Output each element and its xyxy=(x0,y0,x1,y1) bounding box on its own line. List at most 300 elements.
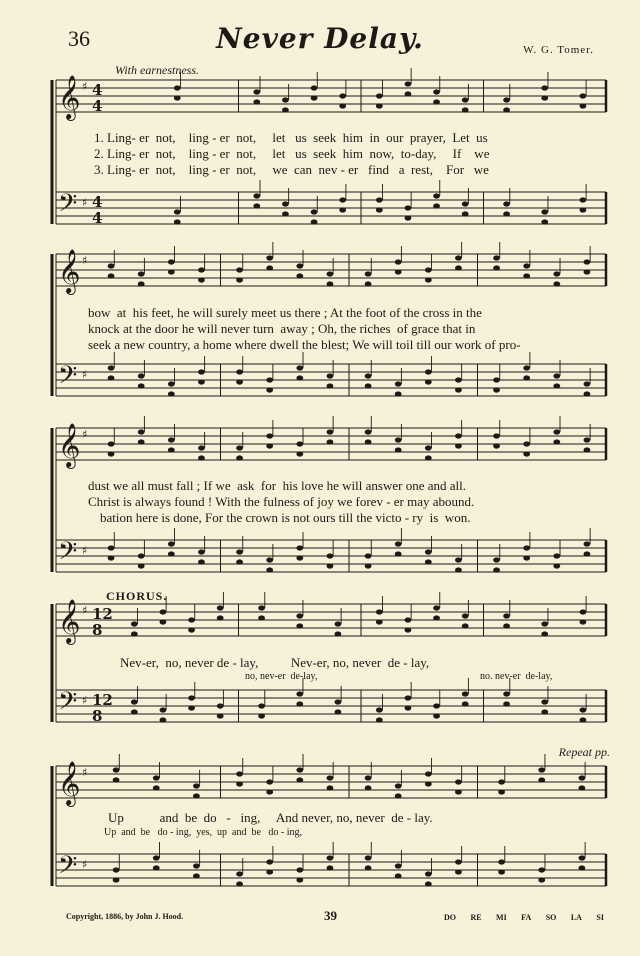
verse-2-line-3: Christ is always found ! With the fulness of joy we forev - er may abound. xyxy=(88,494,475,509)
note-head xyxy=(580,103,587,108)
note-head xyxy=(580,609,587,614)
note-head xyxy=(198,455,205,460)
note-head xyxy=(462,691,469,696)
note-head xyxy=(198,267,205,272)
note-head xyxy=(168,541,175,546)
note-head xyxy=(335,621,342,626)
note-head xyxy=(153,775,160,780)
note-head xyxy=(462,201,469,206)
note-head xyxy=(236,379,243,384)
note-head xyxy=(455,869,462,874)
note-head xyxy=(138,429,145,434)
note-head xyxy=(395,259,402,264)
note-head xyxy=(217,713,224,718)
note-head xyxy=(584,259,591,264)
note-head xyxy=(108,365,115,370)
note-head xyxy=(493,255,500,260)
note-head xyxy=(376,207,383,212)
note-head xyxy=(236,445,243,450)
note-head xyxy=(433,615,440,620)
note-head xyxy=(138,373,145,378)
chorus-bass-lyric-1: no, nev-er de-lay, xyxy=(245,671,318,682)
treble-clef: 𝄞 xyxy=(58,249,81,293)
note-head xyxy=(282,97,289,102)
verse-2-line-1: 2. Ling- er not, ling - er not, let us seek him now, to-day, If we xyxy=(94,146,490,161)
note-head xyxy=(523,375,530,380)
note-head xyxy=(327,563,334,568)
note-head xyxy=(376,103,383,108)
note-head xyxy=(296,263,303,268)
note-head xyxy=(258,615,265,620)
note-head xyxy=(365,439,372,444)
note-head xyxy=(266,859,273,864)
note-head xyxy=(395,541,402,546)
note-head xyxy=(365,865,372,870)
note-head xyxy=(405,617,412,622)
note-head xyxy=(395,437,402,442)
verse-3-line-1: 3. Ling- er not, ling - er not, we can nev - er find a rest, For we xyxy=(94,162,489,177)
composer: W. G. Tomer. xyxy=(523,44,594,56)
note-head xyxy=(131,709,138,714)
key-signature-sharp: ♯ xyxy=(82,428,88,441)
note-head xyxy=(579,865,586,870)
page-number: 36 xyxy=(68,26,90,51)
note-head xyxy=(433,713,440,718)
note-head xyxy=(541,85,548,90)
chorus-label: CHORUS. xyxy=(106,589,168,603)
note-head xyxy=(493,567,500,572)
note-head xyxy=(266,433,273,438)
note-head xyxy=(395,391,402,396)
note-head xyxy=(395,863,402,868)
footer-page-number: 39 xyxy=(324,908,337,923)
note-head xyxy=(198,559,205,564)
note-head xyxy=(108,273,115,278)
note-head xyxy=(425,559,432,564)
note-head xyxy=(462,211,469,216)
note-head xyxy=(580,619,587,624)
note-head xyxy=(160,609,167,614)
note-head xyxy=(541,631,548,636)
note-head xyxy=(138,383,145,388)
note-head xyxy=(327,775,334,780)
bass-clef: 𝄢 xyxy=(58,851,78,886)
key-signature-sharp: ♯ xyxy=(82,604,88,617)
treble-clef: 𝄞 xyxy=(58,761,81,805)
note-head xyxy=(462,701,469,706)
note-head xyxy=(579,775,586,780)
solfa-legend xyxy=(444,913,604,922)
time-signature: 4 xyxy=(92,97,103,115)
note-head xyxy=(327,383,334,388)
note-head xyxy=(168,391,175,396)
note-head xyxy=(296,867,303,872)
note-head xyxy=(266,567,273,572)
solfa-syllable: MI xyxy=(496,913,507,922)
note-head xyxy=(523,263,530,268)
note-head xyxy=(198,369,205,374)
note-head xyxy=(266,779,273,784)
note-head xyxy=(523,365,530,370)
note-head xyxy=(113,867,120,872)
note-head xyxy=(523,441,530,446)
note-head xyxy=(188,705,195,710)
note-head xyxy=(493,377,500,382)
note-head xyxy=(138,271,145,276)
note-head xyxy=(580,707,587,712)
note-head xyxy=(553,563,560,568)
note-head xyxy=(296,273,303,278)
solfa-syllable: RE xyxy=(470,913,482,922)
note-head xyxy=(188,627,195,632)
note-head xyxy=(538,877,545,882)
note-head xyxy=(462,613,469,618)
note-head xyxy=(296,545,303,550)
note-head xyxy=(327,373,334,378)
note-head xyxy=(365,563,372,568)
note-head xyxy=(296,451,303,456)
note-head xyxy=(108,451,115,456)
note-head xyxy=(296,691,303,696)
note-head xyxy=(160,707,167,712)
note-head xyxy=(198,445,205,450)
note-head xyxy=(425,445,432,450)
key-signature-sharp: ♯ xyxy=(82,80,88,93)
note-head xyxy=(108,263,115,268)
note-head xyxy=(405,695,412,700)
note-head xyxy=(253,193,260,198)
note-head xyxy=(553,271,560,276)
note-head xyxy=(425,549,432,554)
note-head xyxy=(266,789,273,794)
note-head xyxy=(498,789,505,794)
note-head xyxy=(405,215,412,220)
note-head xyxy=(311,85,318,90)
hymn-title: Never Delay. xyxy=(216,22,424,55)
verse-3-line-2: seek a new country, a home where dwell the blest; We will toil till our work of pro- xyxy=(88,337,521,352)
note-head xyxy=(579,785,586,790)
bass-clef: 𝄢 xyxy=(58,189,78,224)
note-head xyxy=(405,205,412,210)
note-head xyxy=(113,767,120,772)
note-head xyxy=(335,631,342,636)
note-head xyxy=(553,383,560,388)
note-head xyxy=(327,271,334,276)
note-head xyxy=(168,269,175,274)
note-head xyxy=(108,375,115,380)
note-head xyxy=(258,703,265,708)
note-head xyxy=(395,447,402,452)
note-head xyxy=(266,557,273,562)
note-head xyxy=(523,555,530,560)
note-head xyxy=(236,771,243,776)
note-head xyxy=(217,703,224,708)
note-head xyxy=(455,255,462,260)
note-head xyxy=(236,559,243,564)
solfa-syllable: LA xyxy=(570,913,582,922)
note-head xyxy=(580,717,587,722)
note-head xyxy=(580,197,587,202)
note-head xyxy=(376,707,383,712)
note-head xyxy=(523,545,530,550)
note-head xyxy=(503,107,510,112)
note-head xyxy=(236,549,243,554)
verse-1-line-1: 1. Ling- er not, ling - er not, let us seek him in our prayer, Let us xyxy=(94,130,488,145)
note-head xyxy=(376,93,383,98)
note-head xyxy=(584,541,591,546)
treble-clef: 𝄞 xyxy=(58,599,81,643)
note-head xyxy=(168,259,175,264)
note-head xyxy=(327,281,334,286)
key-signature-sharp: ♯ xyxy=(82,858,88,871)
note-head xyxy=(198,549,205,554)
key-signature-sharp: ♯ xyxy=(82,766,88,779)
note-head xyxy=(131,699,138,704)
time-signature: 4 xyxy=(92,81,103,99)
verse-2-line-2: knock at the door he will never turn away ; Oh, the riches of grace that in xyxy=(88,321,476,336)
note-head xyxy=(376,609,383,614)
note-head xyxy=(580,93,587,98)
note-head xyxy=(131,621,138,626)
note-head xyxy=(168,447,175,452)
note-head xyxy=(188,695,195,700)
note-head xyxy=(327,553,334,558)
note-head xyxy=(193,863,200,868)
note-head xyxy=(493,557,500,562)
note-head xyxy=(296,441,303,446)
note-head xyxy=(193,793,200,798)
time-signature: 8 xyxy=(92,707,103,725)
bass-clef: 𝄢 xyxy=(58,537,78,572)
note-head xyxy=(541,209,548,214)
note-head xyxy=(365,553,372,558)
note-head xyxy=(311,95,318,100)
note-head xyxy=(425,379,432,384)
note-head xyxy=(538,767,545,772)
note-head xyxy=(462,623,469,628)
note-head xyxy=(580,207,587,212)
note-head xyxy=(236,267,243,272)
note-head xyxy=(433,99,440,104)
note-head xyxy=(327,439,334,444)
note-head xyxy=(433,89,440,94)
note-head xyxy=(365,855,372,860)
note-head xyxy=(327,865,334,870)
note-head xyxy=(236,277,243,282)
note-head xyxy=(236,369,243,374)
note-head xyxy=(503,613,510,618)
note-head xyxy=(282,201,289,206)
note-head xyxy=(174,95,181,100)
note-head xyxy=(395,381,402,386)
note-head xyxy=(455,859,462,864)
note-head xyxy=(455,567,462,572)
note-head xyxy=(266,387,273,392)
note-head xyxy=(455,387,462,392)
note-head xyxy=(538,777,545,782)
note-head xyxy=(365,271,372,276)
note-head xyxy=(174,209,181,214)
note-head xyxy=(138,553,145,558)
note-head xyxy=(258,605,265,610)
note-head xyxy=(296,777,303,782)
note-head xyxy=(425,871,432,876)
solfa-syllable: SO xyxy=(545,913,557,922)
note-head xyxy=(339,103,346,108)
note-head xyxy=(503,211,510,216)
note-head xyxy=(405,81,412,86)
note-head xyxy=(541,219,548,224)
note-head xyxy=(113,777,120,782)
note-head xyxy=(541,95,548,100)
note-head xyxy=(266,255,273,260)
note-head xyxy=(541,621,548,626)
note-head xyxy=(503,623,510,628)
time-signature: 12 xyxy=(92,691,113,709)
time-signature: 4 xyxy=(92,209,103,227)
note-head xyxy=(462,107,469,112)
bass-clef: 𝄢 xyxy=(58,687,78,722)
note-head xyxy=(296,375,303,380)
key-signature-sharp: ♯ xyxy=(82,544,88,557)
note-head xyxy=(365,383,372,388)
note-head xyxy=(455,433,462,438)
note-head xyxy=(541,699,548,704)
treble-clef: 𝄞 xyxy=(58,75,81,119)
key-signature-sharp: ♯ xyxy=(82,368,88,381)
note-head xyxy=(266,265,273,270)
note-head xyxy=(365,785,372,790)
note-head xyxy=(553,281,560,286)
note-head xyxy=(395,873,402,878)
chorus-lyric-1: Nev-er, no, never de - lay, Nev-er, no, never de - lay, xyxy=(120,655,430,670)
note-head xyxy=(198,379,205,384)
note-head xyxy=(282,107,289,112)
note-head xyxy=(217,605,224,610)
note-head xyxy=(405,91,412,96)
key-signature-sharp: ♯ xyxy=(82,694,88,707)
note-head xyxy=(376,717,383,722)
note-head xyxy=(405,705,412,710)
note-head xyxy=(236,455,243,460)
note-head xyxy=(503,701,510,706)
note-head xyxy=(405,627,412,632)
note-head xyxy=(108,545,115,550)
note-head xyxy=(503,201,510,206)
note-head xyxy=(108,555,115,560)
note-head xyxy=(425,455,432,460)
note-head xyxy=(493,265,500,270)
note-head xyxy=(498,869,505,874)
solfa-syllable: SI xyxy=(596,913,604,922)
note-head xyxy=(339,197,346,202)
note-head xyxy=(296,767,303,772)
note-head xyxy=(462,97,469,102)
key-signature-sharp: ♯ xyxy=(82,254,88,267)
note-head xyxy=(584,269,591,274)
time-signature: 4 xyxy=(92,193,103,211)
note-head xyxy=(433,193,440,198)
bass-clef: 𝄢 xyxy=(58,361,78,396)
key-signature-sharp: ♯ xyxy=(82,196,88,209)
note-head xyxy=(376,197,383,202)
note-head xyxy=(455,443,462,448)
repeat-marking: Repeat pp. xyxy=(558,745,610,759)
note-head xyxy=(584,437,591,442)
note-head xyxy=(339,207,346,212)
time-signature: 8 xyxy=(92,621,103,639)
note-head xyxy=(160,619,167,624)
note-head xyxy=(327,429,334,434)
treble-clef: 𝄞 xyxy=(58,423,81,467)
note-head xyxy=(498,779,505,784)
chorus-lyric-2: Up and be do - ing, And never, no, never de - lay. xyxy=(108,810,433,825)
note-head xyxy=(584,551,591,556)
note-head xyxy=(296,623,303,628)
note-head xyxy=(266,869,273,874)
note-head xyxy=(455,557,462,562)
note-head xyxy=(584,381,591,386)
note-head xyxy=(395,783,402,788)
note-head xyxy=(339,93,346,98)
note-head xyxy=(433,605,440,610)
note-head xyxy=(503,691,510,696)
note-head xyxy=(433,703,440,708)
note-head xyxy=(153,855,160,860)
copyright: Copyright, 1886, by John J. Hood. xyxy=(66,912,184,921)
note-head xyxy=(538,867,545,872)
note-head xyxy=(493,433,500,438)
note-head xyxy=(153,865,160,870)
note-head xyxy=(168,551,175,556)
note-head xyxy=(433,203,440,208)
note-head xyxy=(236,881,243,886)
note-head xyxy=(253,89,260,94)
note-head xyxy=(296,613,303,618)
verse-3-line-3: bation here is done, For the crown is not ours till the victo - ry is won. xyxy=(100,510,471,525)
note-head xyxy=(365,429,372,434)
note-head xyxy=(541,709,548,714)
note-head xyxy=(138,439,145,444)
note-head xyxy=(174,85,181,90)
note-head xyxy=(282,211,289,216)
note-head xyxy=(153,785,160,790)
note-head xyxy=(335,699,342,704)
note-head xyxy=(395,793,402,798)
note-head xyxy=(168,381,175,386)
note-head xyxy=(395,551,402,556)
note-head xyxy=(493,443,500,448)
note-head xyxy=(335,709,342,714)
note-head xyxy=(311,209,318,214)
note-head xyxy=(553,429,560,434)
note-head xyxy=(503,97,510,102)
note-head xyxy=(455,789,462,794)
verse-1-line-3: dust we all must fall ; If we ask for his love he will answer one and all. xyxy=(88,478,466,493)
solfa-syllable: FA xyxy=(521,913,532,922)
note-head xyxy=(498,859,505,864)
note-head xyxy=(108,441,115,446)
note-head xyxy=(455,265,462,270)
note-head xyxy=(311,219,318,224)
note-head xyxy=(553,553,560,558)
chorus-bass-lyric-3: Up and be do - ing, yes, up and be do - ing, xyxy=(104,827,303,838)
note-head xyxy=(253,99,260,104)
note-head xyxy=(258,713,265,718)
note-head xyxy=(327,855,334,860)
note-head xyxy=(131,631,138,636)
note-head xyxy=(425,267,432,272)
